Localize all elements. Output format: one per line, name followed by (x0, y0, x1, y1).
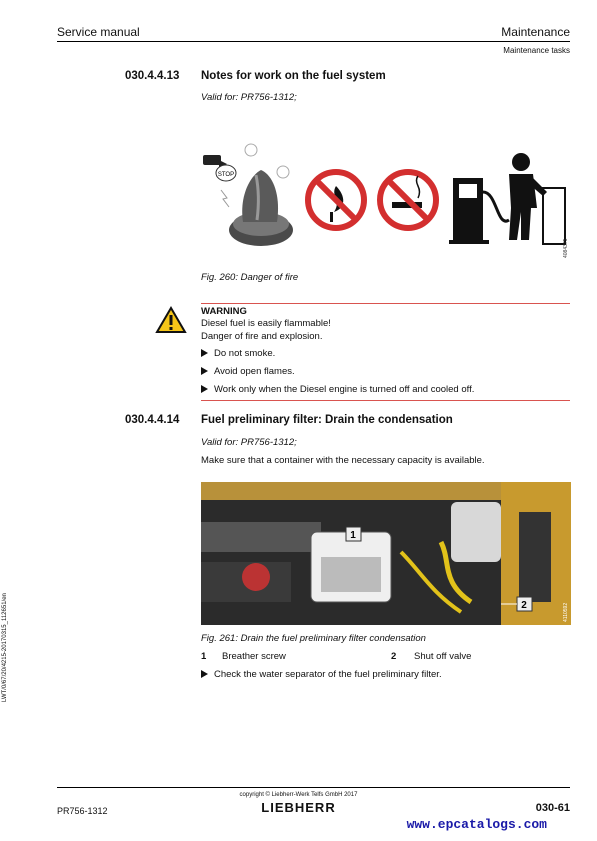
warning-line-2: Danger of fire and explosion. (201, 331, 323, 342)
intro-text: Make sure that a container with the necessary capacity is available. (201, 455, 485, 466)
brand-logo: LIEBHERR (261, 800, 336, 815)
callout-1: 1 (350, 530, 356, 541)
footer-model: PR756-1312 (57, 806, 108, 816)
valid-for: Valid for: PR756-1312; (201, 92, 297, 103)
ignition-key-icon (203, 144, 293, 246)
figure-danger-of-fire (201, 140, 571, 268)
figure-caption: Fig. 260: Danger of fire (201, 272, 299, 283)
warning-line-1: Diesel fuel is easily flammable! (201, 318, 331, 329)
step-bullet: Check the water separator of the fuel preliminary filter. (201, 669, 442, 680)
no-open-flame-icon (308, 172, 364, 228)
bullet-arrow-icon (201, 349, 208, 357)
bullet-arrow-icon (201, 670, 208, 678)
figure-fuel-filter-photo (201, 482, 571, 625)
side-document-code: LWT/0/67/20/4215-20170315_112651/en (2, 593, 8, 702)
header-sub: Maintenance tasks (503, 46, 570, 55)
section-title: Notes for work on the fuel system (201, 70, 386, 82)
footer-rule (57, 787, 570, 788)
no-smoking-icon (380, 172, 436, 228)
valid-for: Valid for: PR756-1312; (201, 437, 297, 448)
footer-page-number: 030-61 (535, 802, 570, 814)
warning-bullet: Work only when the Diesel engine is turned off and cooled off. (201, 384, 474, 395)
section-number: 030.4.4.14 (125, 414, 180, 426)
footer-copyright: copyright © Liebherr-Werk Telfs GmbH 2017 (239, 792, 358, 798)
warning-top-rule (201, 303, 570, 304)
warning-bullet: Avoid open flames. (201, 366, 295, 377)
header-left: Service manual (57, 25, 140, 39)
bullet-arrow-icon (201, 385, 208, 393)
callout-2: 2 (521, 600, 527, 611)
header-right: Maintenance (501, 25, 570, 39)
bullet-arrow-icon (201, 367, 208, 375)
legend-text-1: Breather screw (222, 651, 286, 662)
warning-title: WARNING (201, 306, 247, 317)
legend-num-1: 1 (201, 651, 207, 662)
stop-label: STOP (217, 172, 235, 178)
legend-text-2: Shut off valve (414, 651, 472, 662)
fire-danger-illustration (201, 140, 571, 268)
figure-caption: Fig. 261: Drain the fuel preliminary filter condensation (201, 633, 426, 644)
fuel-pump-person-icon (449, 153, 565, 244)
warning-bullet: Do not smoke. (201, 348, 275, 359)
figure-id: 4110592 (563, 602, 569, 622)
figure-id: 4084375 (563, 238, 569, 258)
warning-triangle-icon (155, 306, 187, 339)
legend-num-2: 2 (391, 651, 397, 662)
engine-bay-photo (201, 482, 571, 625)
header-rule (57, 41, 570, 42)
watermark-link[interactable]: www.epcatalogs.com (406, 817, 547, 832)
section-title: Fuel preliminary filter: Drain the condensation (201, 414, 453, 426)
section-number: 030.4.4.13 (125, 70, 180, 82)
warning-bottom-rule (201, 400, 570, 401)
